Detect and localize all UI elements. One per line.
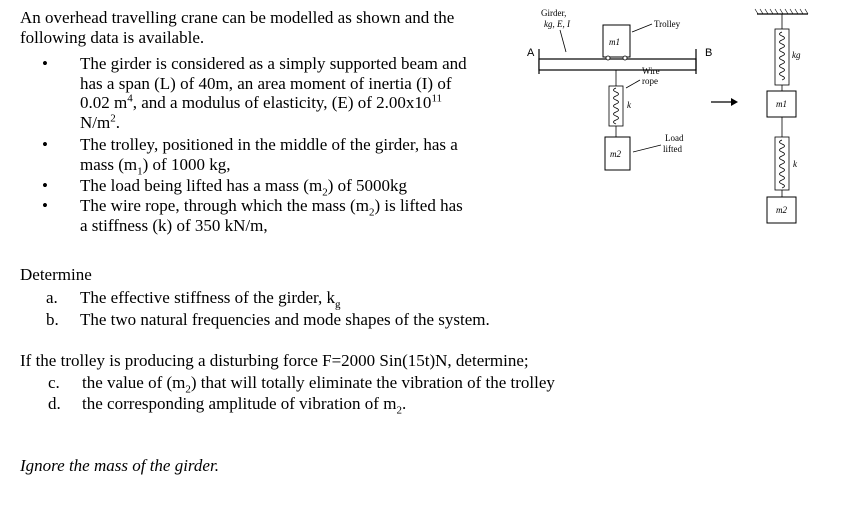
trolley-wheel [606,56,610,60]
question-d: d. the corresponding amplitude of vibration of $m_2$. [48,394,407,417]
bullet-line: 0.02 $m^4$, and a modulus of elasticity, (E) of $2.00x10^{11}$ [80,92,443,113]
list-marker: b. [46,310,59,329]
girder-spring-kg [775,29,789,85]
girder-beam [539,59,696,70]
m1-label: m1 [609,37,620,47]
load-pointer-line [633,145,661,152]
ground-hatch-icon [755,9,808,14]
load-label-2: lifted [663,144,682,154]
note-text: Ignore the mass of the girder. [20,456,219,475]
girder-params: kg, E, I [544,19,570,29]
k-label: k [627,100,631,110]
force-statement: If the trolley is producing a disturbing force F=2000 Sin(15t)N, determine; [20,351,529,370]
list-marker: a. [46,288,58,307]
eq-m2-label: m2 [776,205,787,215]
list-marker: d. [48,394,61,413]
bullet-line: mass $(m_1)$ of 1000 kg, [80,154,231,178]
eq-m1-label: m1 [776,99,787,109]
list-marker: c. [48,373,60,392]
arrow-head-icon [731,98,738,106]
support-a-label: A [527,47,535,59]
girder-label: Girder, [541,8,567,18]
load-label-1: Load [665,133,684,143]
trolley-label: Trolley [654,19,681,29]
wire-rope-pointer-line [626,80,640,88]
intro-line-2: following data is available. [20,28,205,47]
wire-spring-k [775,137,789,190]
m2-label: m2 [610,149,621,159]
bullet-line: $N/m^2$. [80,112,120,132]
wire-rope-label-1: Wire [642,66,660,76]
trolley-wheel [623,56,627,60]
bullet-dot-icon: • [42,175,48,195]
bullet-line: The girder is considered as a simply supported beam and [80,54,467,73]
intro-line-1: An overhead travelling crane can be modelled as shown and the [20,8,455,27]
determine-heading: Determine [20,265,92,284]
bullet-line: The wire rope, through which the mass $(m_2)$ is lifted has [80,196,463,219]
question-c: c. the value of $(m_2)$ that will totally eliminate the vibration of the trolley [48,373,555,396]
question-text: The two natural frequencies and mode shapes of the system. [80,310,490,329]
wire-rope-label-2: rope [642,76,658,86]
support-b-label: B [705,47,713,59]
question-a: a. The effective stiffness of the girder, $k_g$ [46,288,341,311]
question-text: The effective stiffness of the girder, k [80,288,336,307]
bullet-line: The load being lifted has a mass $(m_2)$ of 5000kg [80,175,408,198]
bullet-line: a stiffness (k) of 350 kN/m, [80,215,268,235]
bullet-dot-icon: • [42,54,48,73]
bullet-dot-icon: • [42,135,48,155]
bullet-dot-icon: • [42,196,48,216]
bullet-line: has a span (L) of 40m, an area moment of inertia (I) of [80,73,452,93]
eq-k-label: k [793,159,797,169]
kg-label: kg [792,50,801,60]
bullet-line: The trolley, positioned in the middle of the girder, has a [80,135,458,155]
girder-pointer-line [560,30,566,52]
trolley-pointer-line [632,24,652,32]
